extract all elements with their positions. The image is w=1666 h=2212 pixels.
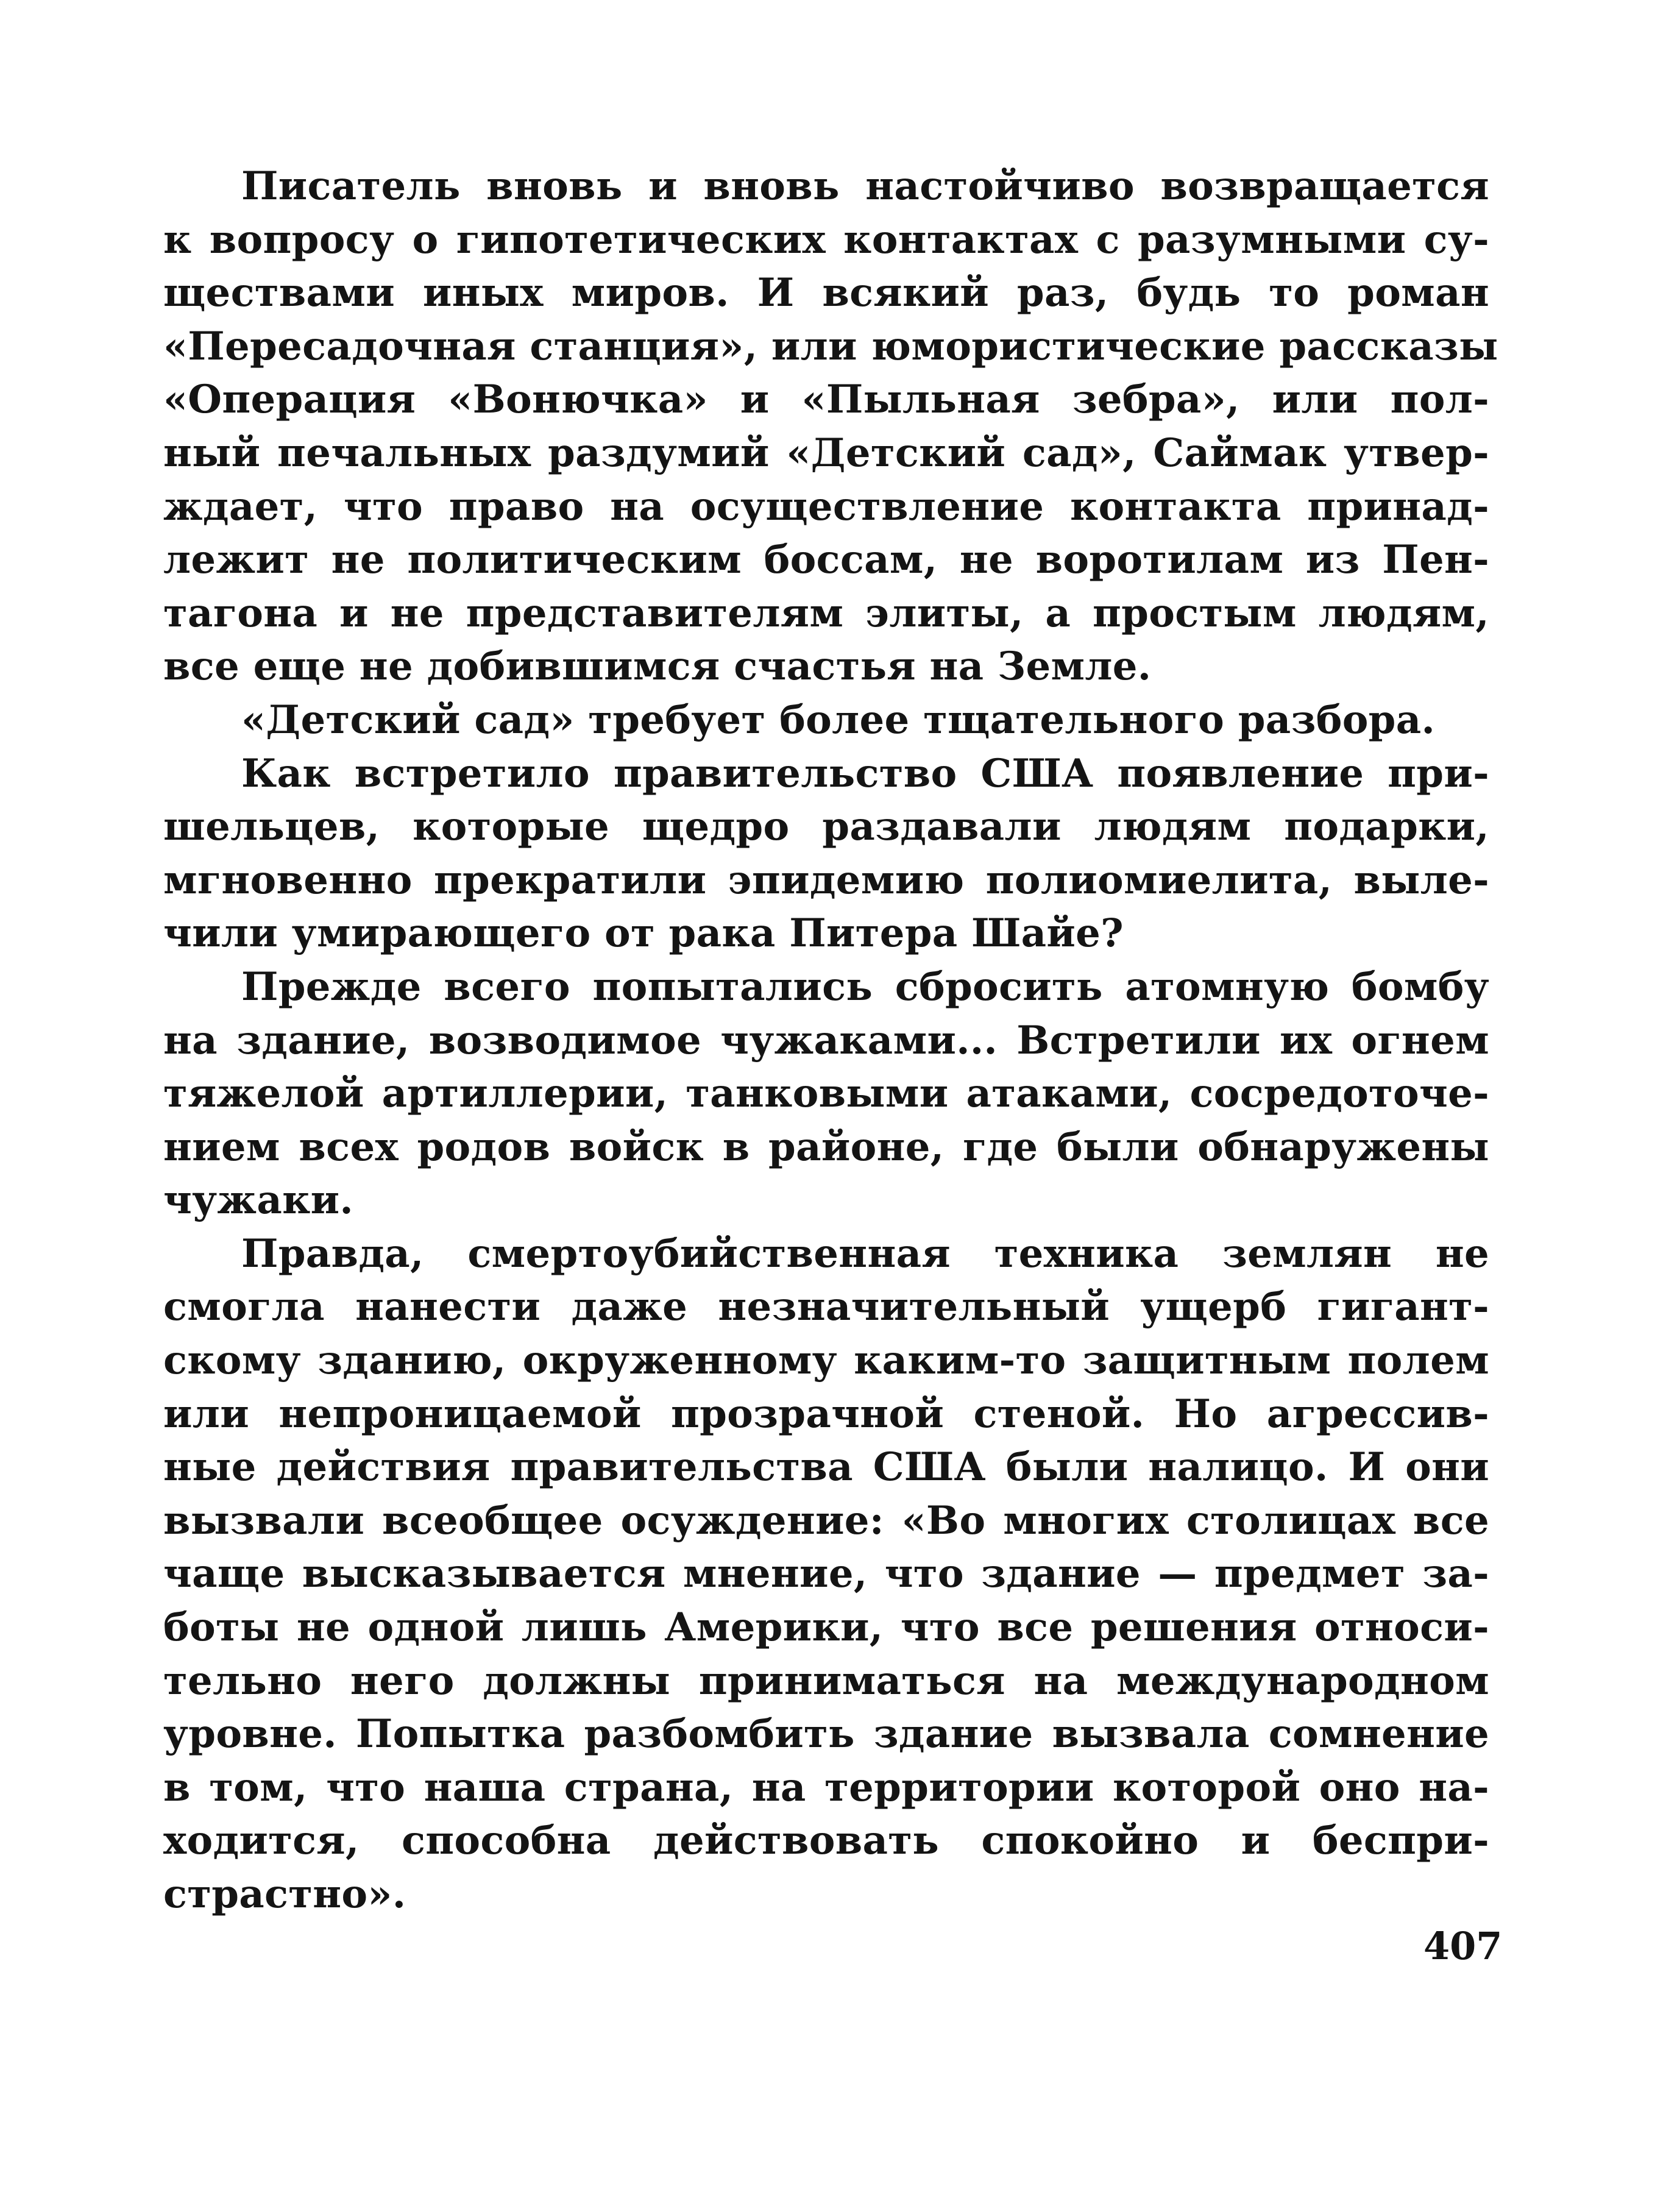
- body-text: [163, 160, 1498, 1921]
- text-line: чили умирающего от рака Питера Шайе?: [163, 910, 1124, 957]
- text-line: в том, что наша страна, на территории которой оно на-: [163, 1764, 1489, 1810]
- text-line: мгновенно прекратили эпидемию полиомиелита, выле-: [163, 857, 1489, 903]
- text-line: «Операция «Вонючка» и «Пыльная зебра», или пол-: [163, 377, 1489, 423]
- text-line: на здание, возводимое чужаками... Встретили их огнем: [163, 1017, 1489, 1063]
- text-line: ходится, способна действовать спокойно и беспри-: [163, 1818, 1489, 1864]
- text-line: лежит не политическим боссам, не воротилам из Пен-: [163, 537, 1489, 583]
- text-line: скому зданию, окруженному каким-то защитным полем: [163, 1338, 1489, 1384]
- text-line: чаще высказывается мнение, что здание — предмет за-: [163, 1551, 1489, 1597]
- text-line: ные действия правительства США были налицо. И они: [163, 1444, 1489, 1491]
- text-line: ный печальных раздумий «Детский сад», Саймак утвер-: [163, 430, 1489, 476]
- text-line: Как встретило правительство США появление при-: [241, 750, 1489, 796]
- text-line: шельцев, которые щедро раздавали людям подарки,: [163, 804, 1489, 850]
- text-line: ждает, что право на осуществление контакта принад-: [163, 483, 1489, 530]
- text-line: Прежде всего попытались сбросить атомную бомбу: [241, 963, 1489, 1010]
- text-line: страстно».: [163, 1871, 406, 1917]
- text-line: смогла нанести даже незначительный ущерб гигант-: [163, 1284, 1489, 1330]
- page-number: 407: [1423, 1924, 1503, 1968]
- text-line: тагона и не представителям элиты, а простым людям,: [163, 590, 1489, 636]
- text-line: уровне. Попытка разбомбить здание вызвала сомнение: [163, 1711, 1489, 1757]
- text-line: вызвали всеобщее осуждение: «Во многих столицах все: [163, 1497, 1489, 1544]
- text-line: или непроницаемой прозрачной стеной. Но агрессив-: [163, 1391, 1489, 1437]
- text-line: чужаки.: [163, 1177, 353, 1224]
- text-line: тельно него должны приниматься на международном: [163, 1657, 1489, 1704]
- text-line: «Детский сад» требует более тщательного разбора.: [241, 697, 1436, 743]
- text-line: «Пересадочная станция», или юмористические рассказы: [163, 323, 1498, 369]
- text-line: ществами иных миров. И всякий раз, будь то роман: [163, 270, 1489, 316]
- text-line: все еще не добившимся счастья на Земле.: [163, 643, 1152, 690]
- text-line: боты не одной лишь Америки, что все решения относи-: [163, 1604, 1489, 1651]
- text-line: тяжелой артиллерии, танковыми атаками, сосредоточе-: [163, 1071, 1489, 1117]
- text-line: Правда, смертоубийственная техника землян не: [241, 1230, 1489, 1277]
- text-line: Писатель вновь и вновь настойчиво возвращается: [241, 163, 1489, 209]
- text-line: к вопросу о гипотетических контактах с разумными су-: [163, 216, 1489, 263]
- text-line: нием всех родов войск в районе, где были обнаружены: [163, 1124, 1489, 1170]
